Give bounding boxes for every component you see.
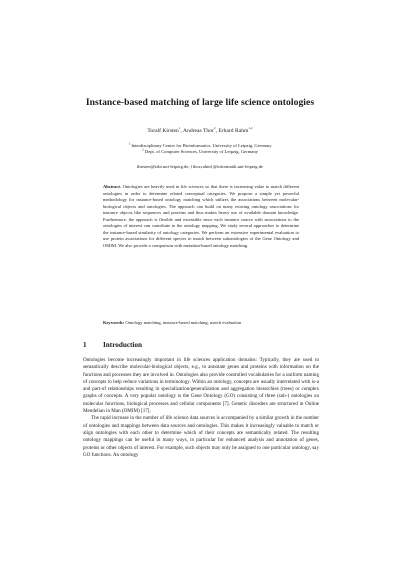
author-list	[0, 128, 400, 134]
keywords	[103, 320, 299, 327]
body-text	[83, 357, 319, 459]
author-name: Erhard Rahm	[218, 128, 249, 134]
affiliation-sup: 1	[128, 141, 131, 146]
section-number: 1	[83, 341, 87, 349]
abstract	[103, 184, 299, 249]
section-heading	[83, 341, 142, 349]
body-paragraph: The rapid increase in the number of life science data sources is accompanied by a similar growth in the number of ontologies and mappings between data sources and ontologies. This makes it increasingly valuable to match or align ontologies with each other to determine which of their concepts are semantically related. The resulting ontology mappings can be useful in many ways, in particular for enhanced analysis and annotation of genes, proteins or other objects of interest. For example, such objects may only be assigned to one particular ontology, say GO functions. An ontology	[83, 415, 319, 458]
author-emails: thirsten@izbi.uni-leipzig.de, {thor,rahm}@informatik.uni-leipzig.de	[136, 164, 264, 169]
affiliations	[0, 143, 400, 155]
body-paragraph: Ontologies become increasingly important in life sciences application domains: Typically, they are used to semantically describe molecular-biological objects, e.g., to annotate genes and proteins with information on the functions and processes they are involved in. Ontologies also provide controlled vocabularies for a uniform naming of concepts to help reduce variations in terminology. Within an ontology, concepts are usually interrelated with is-a and part-of relationships resulting in specialization/generalization and aggregation hierarchies (trees) or complex graphs of concepts. A very popular ontology is the Gene Ontology (GO) consisting of three (sub-) ontologies on molecular functions, biological processes and cellular components [7]. Genetic disorders are structured in Online Mendelian in Man (OMIM) [17].	[83, 357, 319, 415]
affiliation-text: Interdisciplinary Center for Bioinformatics, University of Leipzig, Germany	[131, 143, 272, 148]
abstract-text: Ontologies are heavily used in life sciences so that there is increasing value to match different ontologies in order to determine related conceptual categories. We propose a simple yet powerful methodology for instance-based ontology matching which utilizes the associations between molecular-biological objects and ontologies. The approach can build on many existing ontology associations for instance objects like sequences and proteins and thus makes heavy use of available domain knowledge. Furthermore, the approach is flexible and extensible since each instance source with associations to the ontologies of interest can contribute to the ontology mapping. We study several approaches to determine the instance-based similarity of ontology categories. We perform an extensive experimental evaluation to use protein associations for different species to match between subontologies of the Gene Ontology and OMIM. We also provide a comparison with metadata-based ontology matching.	[103, 184, 299, 248]
section-title: Introduction	[103, 341, 143, 349]
affiliation-text: Dept. of Computer Sciences, University of Leipzig, Germany	[144, 149, 258, 155]
author-affil-sup: 2	[213, 126, 216, 131]
keywords-label: Keywords:	[103, 320, 125, 325]
author-affil-sup: 1	[178, 126, 181, 131]
author-name: Toralf Kirsten	[147, 128, 179, 134]
author-separator: ,	[215, 128, 219, 134]
author-separator: ,	[180, 128, 184, 134]
affiliation-line	[0, 149, 400, 155]
affiliation-sup: 2	[142, 147, 144, 152]
paper-title: Instance-based matching of large life science ontologies	[85, 97, 315, 108]
author-affil-sup: 1,2	[248, 126, 253, 131]
author-name: Andreas Thor	[183, 128, 214, 134]
abstract-label: Abstract.	[103, 184, 122, 189]
keywords-text: Ontology matching, instance-based matching, match evaluation	[125, 320, 242, 325]
